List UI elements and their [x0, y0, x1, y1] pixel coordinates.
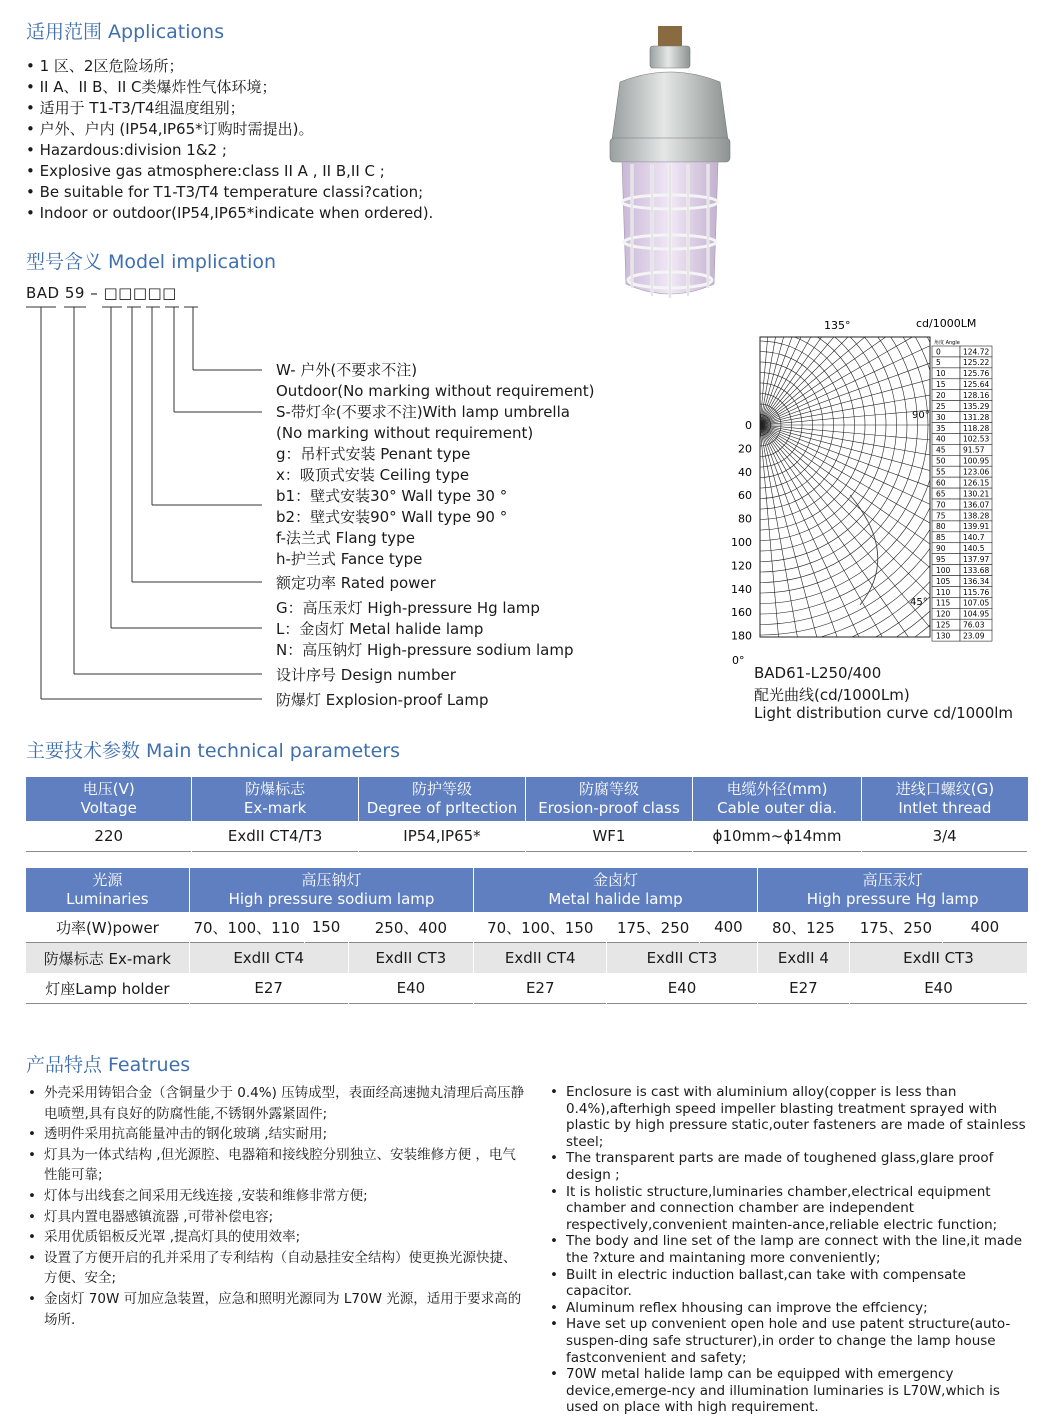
features-list-en — [548, 1084, 1036, 1416]
list-item: • Built in electric induction ballast,can take with compensate capacitor. — [548, 1267, 1036, 1300]
list-item: • 户外、户内 (IP54,IP65*订购时需提出)。 — [26, 119, 433, 140]
list-item: • Be suitable for T1-T3/T4 temperature classi?cation; — [26, 182, 433, 203]
intensity-value: 104.95 — [963, 609, 990, 619]
angle-value: 110 — [936, 587, 951, 597]
intensity-value: 100.95 — [963, 456, 990, 466]
intensity-value: 118.28 — [963, 423, 990, 433]
spec-table-luminaries — [26, 868, 1028, 1004]
header-protection: 防护等级 Degree of prltection — [358, 777, 525, 821]
cell-power: 175、250 — [607, 912, 700, 943]
angle-value: 0 — [936, 347, 941, 357]
angle-value: 80 — [936, 522, 946, 532]
intensity-value: 131.28 — [963, 412, 990, 422]
intensity-value: 128.16 — [963, 391, 990, 401]
header-metal-halide: 金卤灯 Metal halide lamp — [474, 868, 758, 912]
list-item: • It is holistic structure,luminaries chamber,electrical equipment chamber and connection chamber are independent respectively,convenient mainten-ance,reliable electric function; — [548, 1184, 1036, 1234]
angle-90-label: 90° — [912, 410, 930, 421]
intensity-value: 91.57 — [963, 445, 985, 455]
cell-exmark: ExdII CT4 — [189, 943, 348, 974]
chart-gridline — [728, 312, 949, 614]
unit-label: cd/1000LM — [916, 317, 977, 330]
applications-title: 适用范围 Applications — [26, 21, 225, 43]
list-item: • 70W metal halide lamp can be equipped with emergency device,emerge-ncy and illumination luminaries is L70W,which is used on place with high requirement. — [548, 1366, 1036, 1416]
model-label: f-法兰式 Flang type — [276, 529, 415, 547]
y-tick-label: 100 — [731, 536, 752, 549]
model-label: 额定功率 Rated power — [276, 574, 436, 592]
angle-value: 45 — [936, 445, 946, 455]
angle-value: 105 — [936, 576, 951, 586]
cell-exmark: ExdII CT3 — [850, 943, 1028, 974]
cell-erosion: WF1 — [526, 821, 693, 852]
table-row — [26, 821, 1028, 852]
intensity-value: 115.76 — [963, 587, 990, 597]
intensity-value: 138.28 — [963, 511, 990, 521]
angle-value: 115 — [936, 598, 951, 608]
intensity-value: 76.03 — [963, 620, 985, 630]
angle-table-header: 角度 Angle — [934, 340, 960, 346]
row-label-exmark: 防爆标志 Ex-mark — [26, 943, 189, 974]
y-tick-label: 140 — [731, 582, 752, 596]
intensity-value: 133.68 — [963, 565, 990, 575]
intensity-value: 126.15 — [963, 478, 990, 488]
angle-value: 75 — [936, 511, 946, 521]
angle-value: 10 — [936, 369, 946, 379]
features-title: 产品特点 Featrues — [26, 1054, 191, 1076]
chart-gridline — [760, 312, 1048, 425]
table-row — [26, 943, 1028, 974]
angle-value: 85 — [936, 533, 946, 543]
model-label: 防爆灯 Explosion-proof Lamp — [276, 691, 489, 709]
cell-exmark: ExdII CT3 — [348, 943, 474, 974]
list-item: • 灯具内置电器感镇流器 ,可带补偿电容; — [26, 1207, 526, 1228]
intensity-value: 130.21 — [963, 489, 990, 499]
y-tick-label: 20 — [738, 442, 752, 456]
y-tick-label: 80 — [738, 512, 752, 526]
intensity-value: 107.05 — [963, 598, 990, 608]
intensity-value: 124.72 — [963, 347, 990, 357]
y-tick-label: 180 — [731, 629, 752, 643]
intensity-value: 125.76 — [963, 369, 990, 379]
list-item: • 外壳采用铸铝合金（含铜量少于 0.4%) 压铸成型，表面经高速抛丸清理后高压静电喷塑,具有良好的防腐性能,不锈钢外露紧固件; — [26, 1083, 526, 1124]
cell-power: 70、100、110 — [189, 912, 304, 943]
header-cable: 电缆外径(mm) Cable outer dia. — [692, 777, 861, 821]
angle-value: 5 — [936, 358, 941, 368]
angle-value: 40 — [936, 434, 946, 444]
cell-power: 80、125 — [757, 912, 849, 943]
model-label: g：吊杆式安装 Penant type — [276, 445, 471, 463]
cell-exmark: ExdII CT4/T3 — [192, 821, 358, 852]
model-label: 设计序号 Design number — [276, 666, 456, 684]
list-item: • Enclosure is cast with aluminium alloy(copper is less than 0.4%),afterhigh speed impeller blasting treatment sprayed with plastic by high pressure static,outer fasteners are made of stainless steel; — [548, 1084, 1036, 1150]
model-label: W- 户外(不要求不注) — [276, 361, 418, 379]
list-item: • The body and line set of the lamp are connect with the line,it made the ?xture and maintaning more conveniently; — [548, 1233, 1036, 1266]
angle-value: 30 — [936, 412, 946, 422]
model-label: b1：壁式安装30° Wall type 30 ° — [276, 487, 508, 505]
chart-gridline — [728, 312, 1048, 712]
cell-protection: IP54,IP65* — [358, 821, 525, 852]
intensity-value: 125.22 — [963, 358, 990, 368]
intensity-value: 135.29 — [963, 401, 990, 411]
y-tick-label: 60 — [738, 489, 752, 503]
cell-holder: E27 — [189, 973, 348, 1004]
cell-power: 400 — [700, 912, 758, 943]
applications-list — [26, 56, 433, 224]
chart-gridline — [760, 312, 1048, 425]
model-label: Outdoor(No marking without requirement) — [276, 382, 595, 400]
table-row — [26, 973, 1028, 1004]
header-sodium: 高压钠灯 High pressure sodium lamp — [189, 868, 473, 912]
model-title: 型号含义 Model implication — [26, 251, 277, 273]
spec-table-general — [26, 777, 1028, 852]
model-label: N：高压钠灯 High-pressure sodium lamp — [276, 641, 574, 659]
cell-exmark: ExdII CT3 — [607, 943, 758, 974]
angle-value: 15 — [936, 380, 946, 390]
intensity-value: 136.07 — [963, 500, 990, 510]
angle-135-label: 135° — [824, 319, 851, 332]
model-label: h-护兰式 Fance type — [276, 550, 423, 568]
angle-value: 90 — [936, 544, 946, 554]
cell-exmark: ExdII CT4 — [474, 943, 607, 974]
header-exmark: 防爆标志 Ex-mark — [192, 777, 358, 821]
list-item: • 灯具为一体式结构 ,但光源腔、电器箱和接线腔分别独立、安装维修方便 ，电气性能可靠; — [26, 1145, 526, 1186]
chart-caption-cn: 配光曲线(cd/1000Lm) — [754, 686, 910, 704]
y-tick-label: 160 — [731, 606, 752, 620]
list-item: • 透明件采用抗高能量冲击的钢化玻璃 ,结实耐用; — [26, 1124, 526, 1145]
row-label-power: 功率(W)power — [26, 912, 189, 943]
cell-holder: E40 — [607, 973, 758, 1004]
cell-power: 70、100、150 — [474, 912, 607, 943]
row-label-holder: 灯座Lamp holder — [26, 973, 189, 1004]
list-item: • 灯体与出线套之间采用无线连接 ,安装和维修非常方便; — [26, 1186, 526, 1207]
header-voltage: 电压(V) Voltage — [26, 777, 192, 821]
chart-gridline — [728, 312, 918, 583]
chart-gridline — [728, 312, 907, 572]
cell-holder: E27 — [474, 973, 607, 1004]
list-item: • Aluminum reflex hhousing can improve the effciency; — [548, 1300, 1036, 1317]
list-item: • 金卤灯 70W 可加应急装置，应急和照明光源同为 L70W 光源，适用于要求高的场所. — [26, 1289, 526, 1330]
cell-holder: E27 — [757, 973, 849, 1004]
chart-gridline — [760, 312, 1048, 425]
intensity-value: 23.09 — [963, 631, 985, 641]
angle-value: 70 — [936, 500, 946, 510]
cell-holder: E40 — [850, 973, 1028, 1004]
list-item: • Hazardous:division 1&2 ; — [26, 140, 433, 161]
model-code: BAD 59 – □□□□□ — [26, 284, 177, 302]
list-item: • 1 区、2区危险场所； — [26, 56, 433, 77]
cell-thread: 3/4 — [862, 821, 1028, 852]
cell-power: 400 — [942, 912, 1027, 943]
cell-voltage: 220 — [26, 821, 192, 852]
table-row — [26, 912, 1028, 943]
chart-gridline — [760, 312, 1048, 425]
chart-gridline — [760, 312, 1048, 425]
angle-value: 60 — [936, 478, 946, 488]
cell-power: 150 — [304, 912, 348, 943]
chart-gridline — [760, 425, 1048, 679]
chart-gridline — [760, 312, 1048, 425]
angle-value: 125 — [936, 620, 951, 630]
angle-45-label: 45° — [910, 597, 928, 608]
list-item: • Have set up convenient open hole and use patent structure(auto-suspen-ding safe structurer),in order to change the lamp house fastconvenient and safety; — [548, 1316, 1036, 1366]
intensity-value: 140.5 — [963, 544, 985, 554]
list-item: • II A、II B、II C类爆炸性气体环境； — [26, 77, 433, 98]
model-label: b2：壁式安装90° Wall type 90 ° — [276, 508, 508, 526]
chart-caption-model: BAD61-L250/400 — [754, 664, 882, 682]
list-item: • The transparent parts are made of toughened glass,glare proof design ; — [548, 1150, 1036, 1183]
chart-caption-en: Light distribution curve cd/1000lm — [754, 704, 1014, 722]
chart-gridline — [760, 425, 1048, 580]
y-tick-label: 0 — [745, 419, 752, 432]
angle-value: 120 — [936, 609, 951, 619]
header-thread: 进线口螺纹(G) Intlet thread — [862, 777, 1028, 821]
cell-exmark: ExdII 4 — [757, 943, 849, 974]
intensity-value: 136.34 — [963, 576, 990, 586]
tech-title: 主要技术参数 Main technical parameters — [26, 740, 400, 762]
list-item: • Indoor or outdoor(IP54,IP65*indicate when ordered). — [26, 203, 433, 224]
chart-gridline — [760, 312, 1048, 425]
angle-value: 65 — [936, 489, 946, 499]
model-label: S-带灯伞(不要求不注)With lamp umbrella — [276, 403, 570, 421]
chart-gridline — [760, 312, 1048, 425]
cell-cable: ϕ10mm~ϕ14mm — [692, 821, 861, 852]
model-label: x：吸顶式安装 Ceiling type — [276, 466, 470, 484]
angle-value: 20 — [936, 391, 946, 401]
angle-value: 35 — [936, 423, 946, 433]
model-label: (No marking without requirement) — [276, 424, 534, 442]
model-label: G：高压汞灯 High-pressure Hg lamp — [276, 599, 540, 617]
y-tick-label: 40 — [738, 465, 752, 479]
angle-value: 95 — [936, 554, 946, 564]
angle-value: 130 — [936, 631, 951, 641]
cell-power: 175、250 — [850, 912, 943, 943]
intensity-value: 140.7 — [963, 533, 985, 543]
chart-gridline — [728, 312, 897, 562]
model-label: L：金卤灯 Metal halide lamp — [276, 620, 484, 638]
features-list-cn — [26, 1083, 526, 1330]
header-erosion: 防腐等级 Erosion-proof class — [526, 777, 693, 821]
header-luminaries: 光源 Luminaries — [26, 868, 189, 912]
intensity-value: 102.53 — [963, 434, 990, 444]
chart-gridline — [760, 312, 1048, 425]
lamp-product-image — [600, 22, 740, 307]
intensity-value: 125.64 — [963, 380, 990, 390]
intensity-value: 123.06 — [963, 467, 990, 477]
list-item: • 采用优质铝板反光罩 ,提高灯具的使用效率; — [26, 1227, 526, 1248]
list-item: • 设置了方便开启的孔并采用了专利结构（自动悬挂安全结构）使更换光源快捷、方便、安全; — [26, 1248, 526, 1289]
chart-gridline — [760, 312, 1048, 425]
cell-power: 250、400 — [348, 912, 474, 943]
light-distribution-chart — [728, 312, 1048, 712]
angle-0-label: 0° — [732, 654, 745, 667]
list-item: • 适用于 T1-T3/T4组温度组别； — [26, 98, 433, 119]
intensity-value: 137.97 — [963, 554, 990, 564]
angle-value: 100 — [936, 565, 951, 575]
list-item: • Explosive gas atmosphere:class II A , II B,II C ; — [26, 161, 433, 182]
angle-value: 55 — [936, 467, 946, 477]
angle-value: 50 — [936, 456, 946, 466]
angle-value: 25 — [936, 401, 946, 411]
intensity-value: 139.91 — [963, 522, 990, 532]
cell-holder: E40 — [348, 973, 474, 1004]
header-hg: 高压汞灯 High pressure Hg lamp — [757, 868, 1027, 912]
y-tick-label: 120 — [731, 559, 752, 573]
